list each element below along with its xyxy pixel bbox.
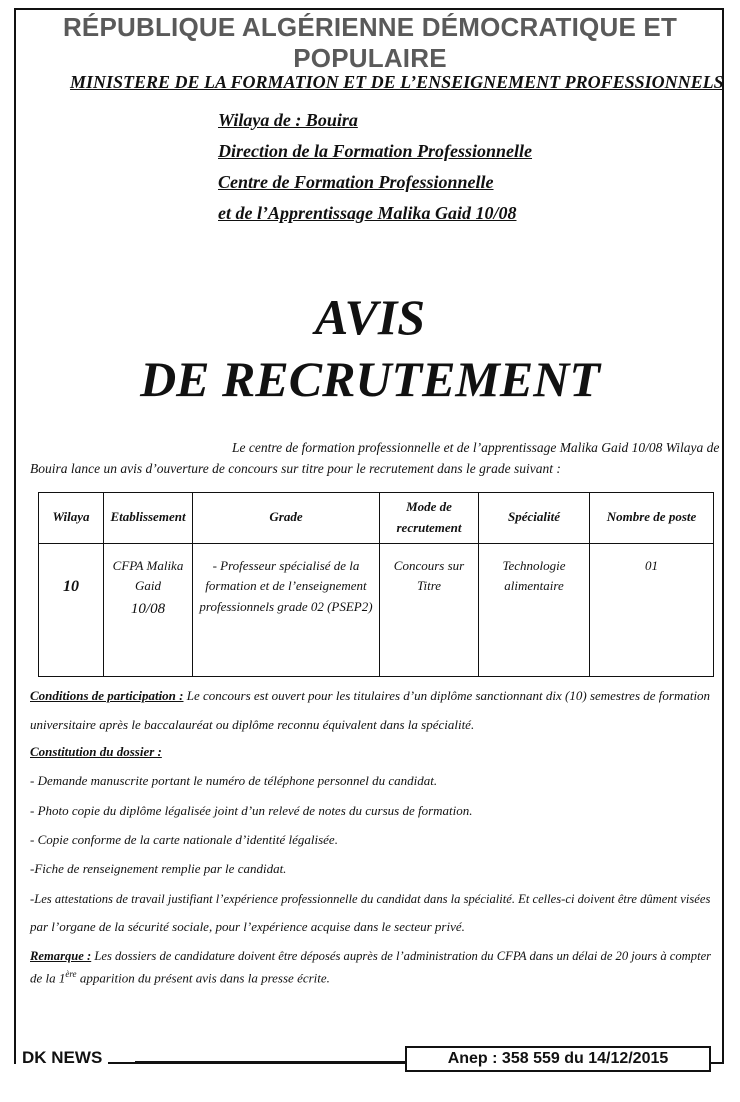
intro-line-2: Bouira lance un avis d’ouverture de concours sur titre pour le recrutement dans le grade suivant : <box>30 461 561 476</box>
cell-etab-line3: 10/08 <box>130 601 166 618</box>
remarque-text-1: Les dossiers de candidature doivent être déposés auprès de l’administration du CFPA dans un délai de 20 jours à compter <box>91 949 712 963</box>
recrutement-title: DE RECRUTEMENT <box>140 351 600 407</box>
cell-etab-line1: CFPA Malika <box>112 557 184 573</box>
conditions-label: Conditions de participation : <box>30 688 184 703</box>
cell-etablissement <box>104 543 193 676</box>
table-header-row <box>39 493 714 544</box>
dossier-item: - Copie conforme de la carte nationale d’identité légalisée. <box>30 832 338 847</box>
wilaya-line: Wilaya de : Bouira <box>218 110 358 130</box>
direction-line: Direction de la Formation Professionnelle <box>218 141 533 161</box>
dossier-item: -Les attestations de travail justifiant l’expérience professionnelle du candidat dans la spécialité. Et celles-ci doivent être dûment visées <box>30 892 711 906</box>
header-mode-line2: recrutement <box>396 519 462 535</box>
cell-grade-line2: formation et de l’enseignement <box>205 578 367 594</box>
conditions-text-1: Le concours est ouvert pour les titulaires d’un diplôme sanctionnant dix (10) semestres de formation <box>183 688 711 703</box>
footer-reference: Anep : 358 559 du 14/12/2015 <box>405 1046 711 1072</box>
dossier-item: -Fiche de renseignement remplie par le candidat. <box>30 861 287 876</box>
republic-title: RÉPUBLIQUE ALGÉRIENNE DÉMOCRATIQUE ET POPULAIRE <box>62 12 678 73</box>
dossier-label-text: Constitution du dossier : <box>30 744 162 759</box>
remarque-paragraph <box>30 949 711 964</box>
conditions-text-2: universitaire après le baccalauréat ou diplôme reconnu équivalent dans la spécialité. <box>30 717 475 732</box>
centre-line: Centre de Formation Professionnelle <box>218 172 494 192</box>
header-mode-line1: Mode de <box>406 499 452 514</box>
remarque-text-2 <box>30 969 330 986</box>
cell-mode-line2: Titre <box>416 578 442 594</box>
cell-postes: 01 <box>590 543 714 676</box>
apprentissage-line: et de l’Apprentissage Malika Gaid 10/08 <box>218 203 517 223</box>
footer-rule <box>135 1061 405 1063</box>
table-row <box>39 543 714 676</box>
dossier-item: par l’organe de la sécurité sociale, pour l’expérience acquise dans le secteur privé. <box>30 919 465 934</box>
dossier-item: - Demande manuscrite portant le numéro de téléphone personnel du candidat. <box>30 773 438 788</box>
footer-source: DK NEWS <box>16 1048 108 1068</box>
header-wilaya: Wilaya <box>39 493 104 544</box>
conditions-paragraph <box>30 688 710 704</box>
cell-grade-line1: - Professeur spécialisé de la <box>212 557 360 573</box>
header-grade: Grade <box>193 493 380 544</box>
dossier-item: - Photo copie du diplôme légalisée joint d’un relevé de notes du cursus de formation. <box>30 803 473 818</box>
cell-etab-line2: Gaid <box>135 578 161 594</box>
cell-specialite-line1: Technologie <box>502 557 566 573</box>
cell-specialite <box>479 543 590 676</box>
ministry-title: MINISTERE DE LA FORMATION ET DE L’ENSEIGNEMENT PROFESSIONNELS <box>70 72 724 92</box>
recruitment-table <box>38 492 714 677</box>
remarque-text-2a: de la 1 <box>30 970 66 986</box>
cell-grade <box>193 543 380 676</box>
remarque-label: Remarque : <box>30 949 92 963</box>
header-postes: Nombre de poste <box>590 493 714 544</box>
header-mode <box>380 493 479 544</box>
cell-grade-line3: professionnels grade 02 (PSEP2) <box>199 599 373 615</box>
avis-title: AVIS <box>314 289 426 345</box>
cell-wilaya: 10 <box>39 543 104 676</box>
intro-line-1: Le centre de formation professionnelle et de l’apprentissage Malika Gaid 10/08 Wilaya de <box>232 440 720 455</box>
header-specialite: Spécialité <box>479 493 590 544</box>
cell-specialite-line2: alimentaire <box>504 578 564 594</box>
dossier-label <box>30 744 162 760</box>
cell-mode <box>380 543 479 676</box>
cell-mode-line1: Concours sur <box>393 557 465 573</box>
header-etablissement: Etablissement <box>104 493 193 544</box>
remarque-sup: ère <box>65 969 77 979</box>
remarque-text-2b: apparition du présent avis dans la presse écrite. <box>76 970 330 986</box>
